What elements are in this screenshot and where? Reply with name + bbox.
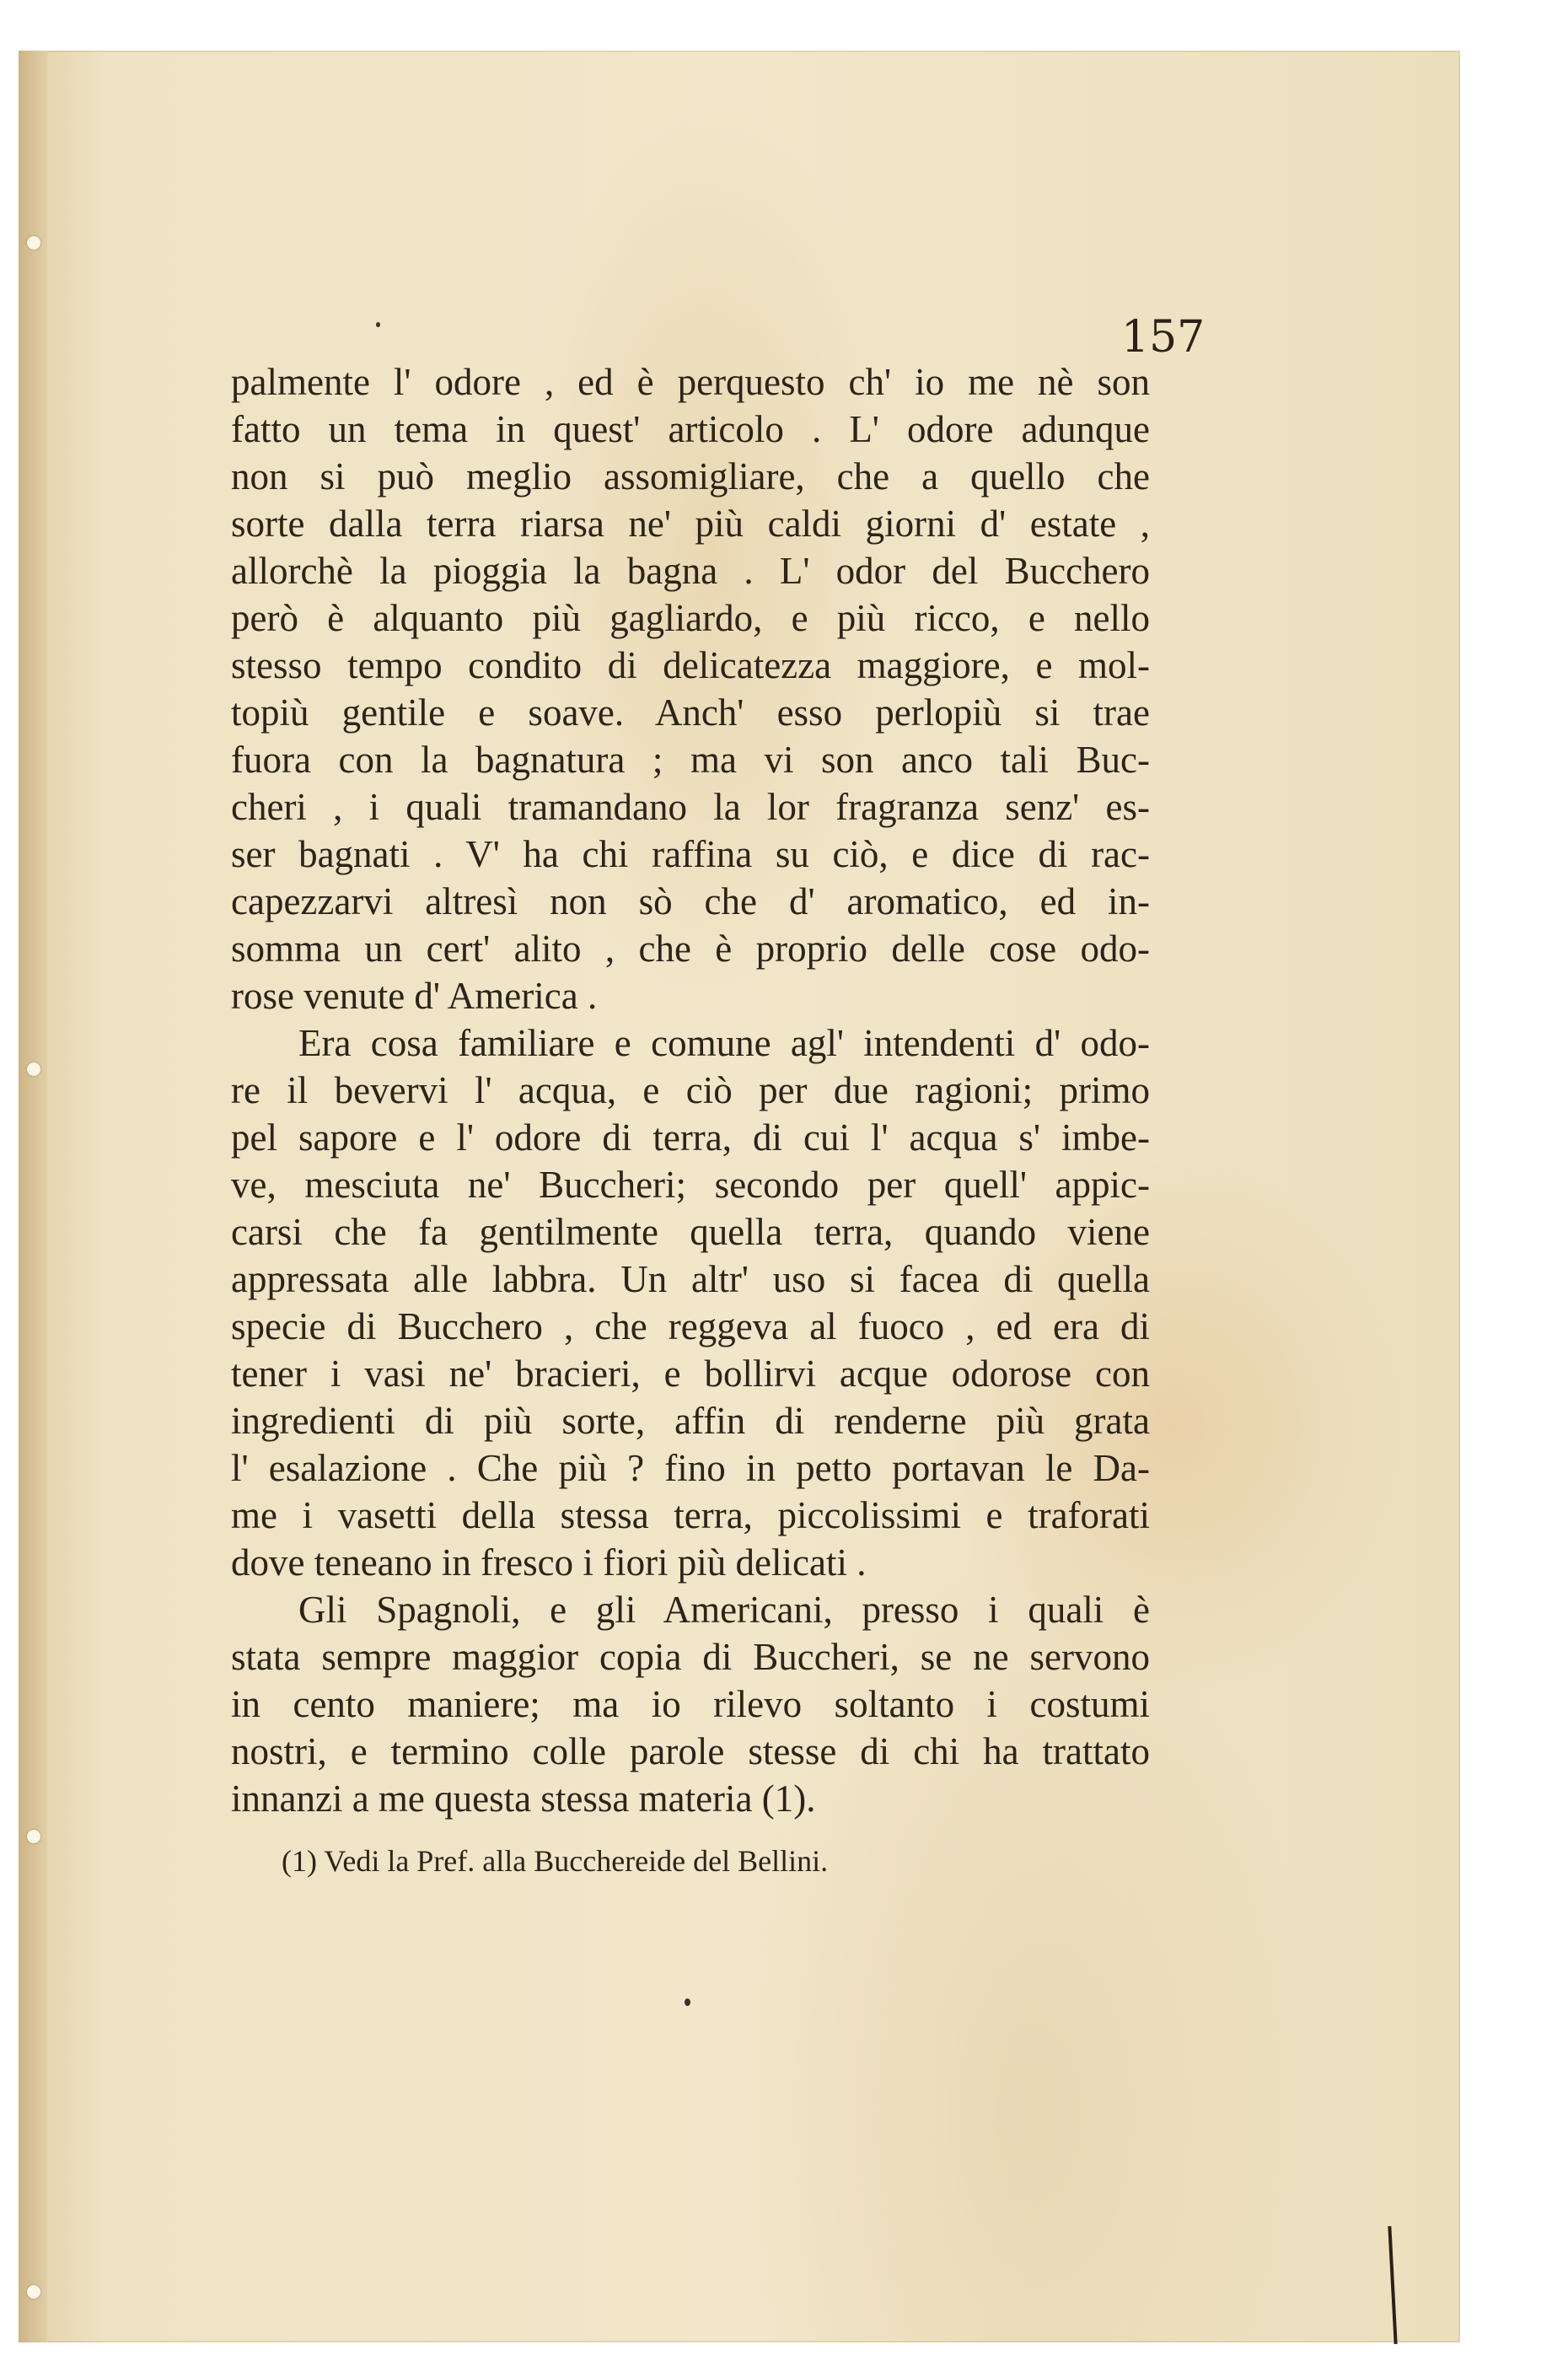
text-line: appressata alle labbra. Un altr' uso si facea di quella <box>231 1258 1150 1300</box>
text-line: fatto un tema in quest' articolo . L' odore adunque <box>231 408 1150 450</box>
text-line: nostri, e termino colle parole stesse di chi ha trattato <box>231 1730 1150 1772</box>
text-line: dove teneano in fresco i fiori più delicati . <box>231 1541 867 1584</box>
text-line: stata sempre maggior copia di Buccheri, se ne servono <box>231 1636 1150 1678</box>
footnote: (1) Vedi la Pref. alla Bucchereide del Bellini. <box>282 1844 829 1878</box>
text-line: carsi che fa gentilmente quella terra, quando viene <box>231 1211 1150 1253</box>
stitch-hole <box>27 236 40 250</box>
text-line: allorchè la pioggia la bagna . L' odor del Bucchero <box>231 550 1150 592</box>
text-line: cheri , i quali tramandano la lor fragranza senz' es- <box>231 786 1150 828</box>
text-line: pel sapore e l' odore di terra, di cui l' acqua s' imbe- <box>231 1116 1150 1159</box>
text-line: capezzarvi altresì non sò che d' aromatico, ed in- <box>231 880 1150 922</box>
text-line: rose venute d' America . <box>231 975 598 1017</box>
text-line: non si può meglio assomigliare, che a quello che <box>231 455 1150 497</box>
stitch-hole <box>27 2285 40 2299</box>
text-line: Gli Spagnoli, e gli Americani, presso i quali è <box>298 1589 1150 1631</box>
ink-speck <box>685 1998 690 2006</box>
page-number: 157 <box>1121 312 1206 363</box>
body-text <box>231 358 1150 1822</box>
text-line: però è alquanto più gagliardo, e più ricco, e nello <box>231 597 1150 639</box>
ink-speck <box>376 322 380 327</box>
text-line: in cento maniere; ma io rilevo soltanto i costumi <box>231 1683 1150 1725</box>
text-line: ve, mesciuta ne' Buccheri; secondo per quell' appic- <box>231 1164 1150 1206</box>
text-line: ingredienti di più sorte, affin di renderne più grata <box>231 1400 1150 1442</box>
text-line: innanzi a me questa stessa materia (1). <box>231 1777 816 1820</box>
text-line: sorte dalla terra riarsa ne' più caldi giorni d' estate , <box>231 503 1150 545</box>
text-line: topiù gentile e soave. Anch' esso perlopiù si trae <box>231 691 1150 734</box>
binding-edge <box>19 51 47 2342</box>
text-line: re il bevervi l' acqua, e ciò per due ragioni; primo <box>231 1069 1150 1111</box>
stitch-hole <box>27 1830 40 1843</box>
text-line: tener i vasi ne' bracieri, e bollirvi acque odorose con <box>231 1353 1150 1395</box>
text-line: stesso tempo condito di delicatezza maggiore, e mol- <box>231 644 1150 686</box>
stitch-hole <box>27 1062 40 1076</box>
text-line: palmente l' odore , ed è perquesto ch' io me nè son <box>231 361 1150 403</box>
text-line: me i vasetti della stessa terra, piccolissimi e traforati <box>231 1494 1150 1536</box>
text-line: l' esalazione . Che più ? fino in petto portavan le Da- <box>231 1447 1150 1489</box>
text-line: Era cosa familiare e comune agl' intendenti d' odo- <box>298 1022 1150 1064</box>
text-line: somma un cert' alito , che è proprio delle cose odo- <box>231 928 1150 970</box>
text-line: specie di Bucchero , che reggeva al fuoco , ed era di <box>231 1305 1150 1347</box>
text-line: ser bagnati . V' ha chi raffina su ciò, e dice di rac- <box>231 833 1150 875</box>
text-line: fuora con la bagnatura ; ma vi son anco tali Buc- <box>231 739 1150 781</box>
